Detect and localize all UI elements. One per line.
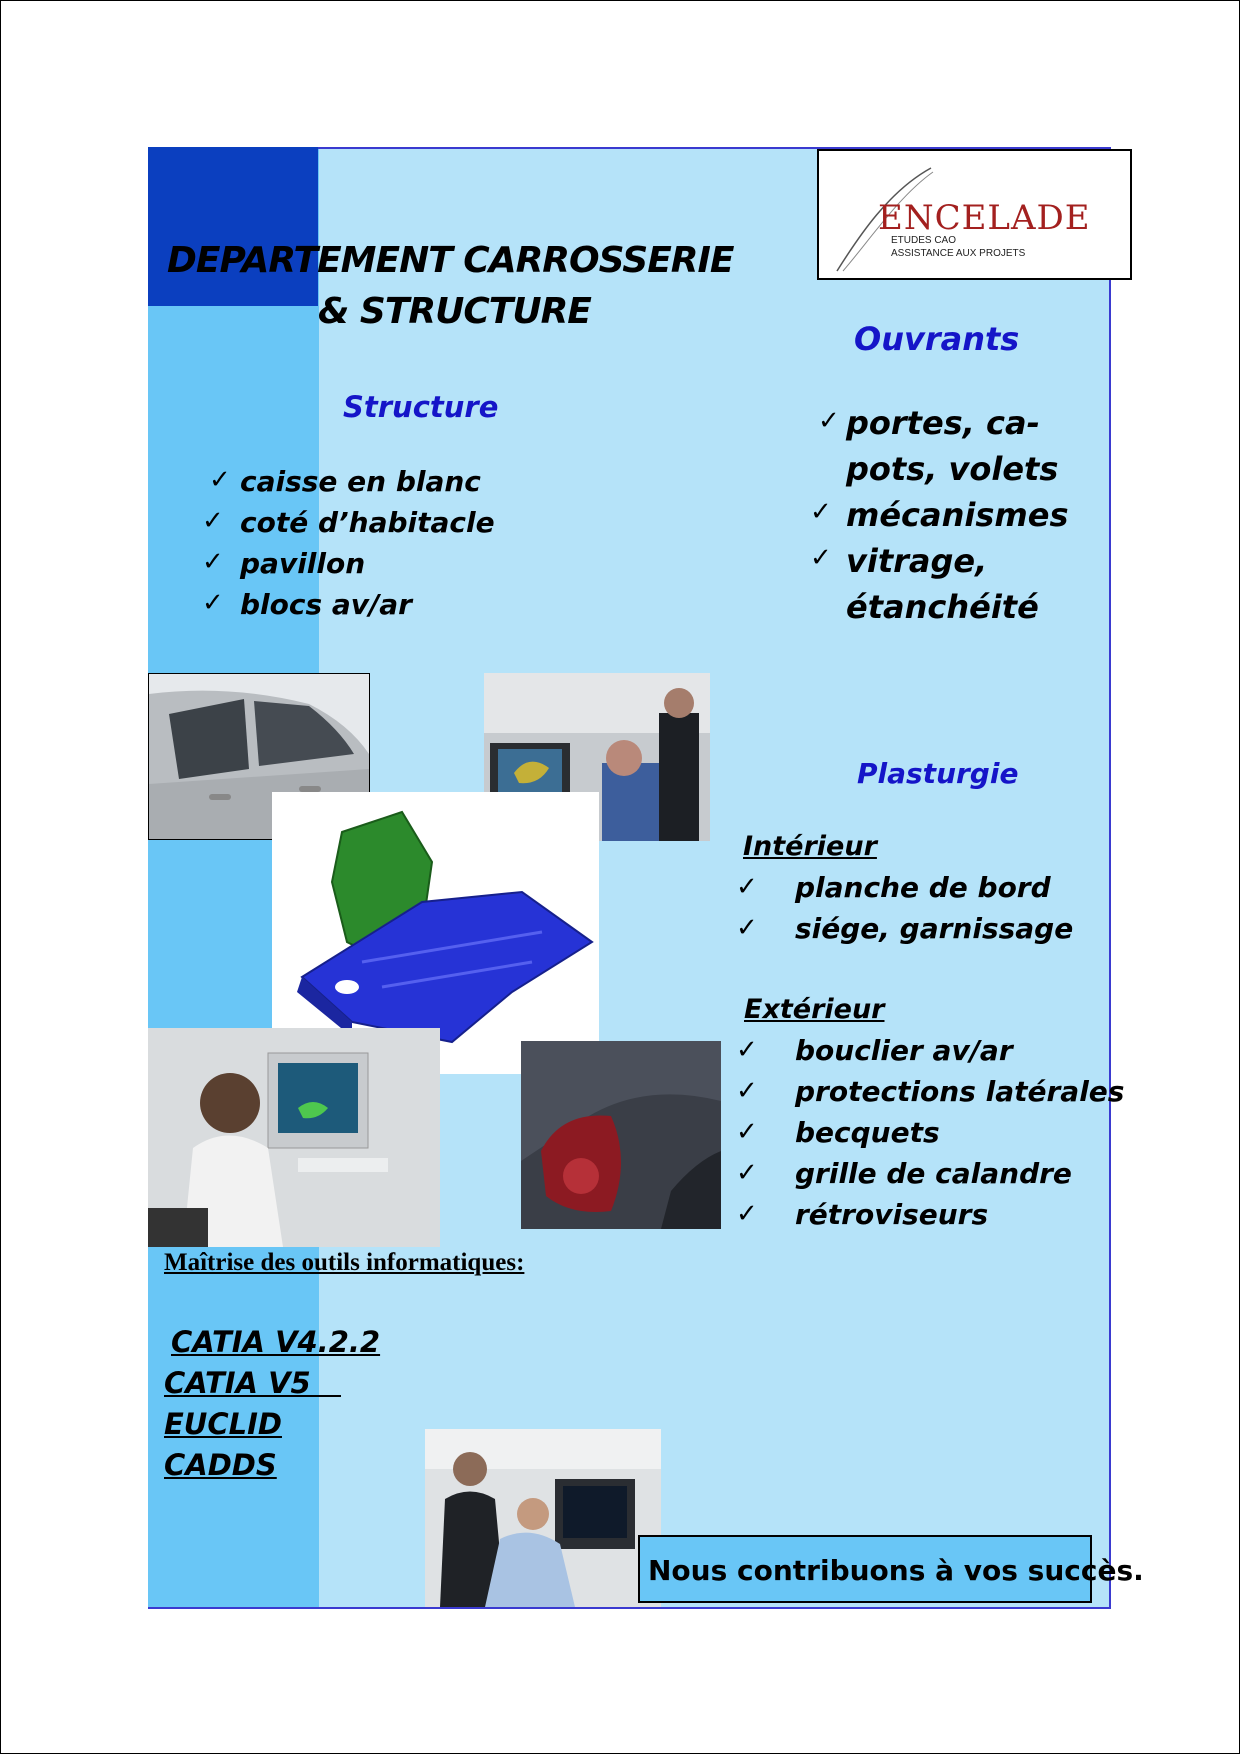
ouvrants-heading: Ouvrants	[854, 320, 1020, 358]
office-photo-2	[148, 1028, 440, 1247]
tool-item: CADDS	[164, 1448, 277, 1482]
office-photo-3	[425, 1429, 661, 1607]
structure-item: coté d’habitacle	[240, 506, 495, 539]
check-icon: ✓	[736, 913, 758, 943]
exterieur-item: protections latérales	[795, 1075, 1125, 1108]
interieur-heading: Intérieur	[743, 831, 877, 862]
exterieur-item: rétroviseurs	[795, 1198, 989, 1231]
engineers-meeting-image	[425, 1429, 661, 1607]
tail-light-image	[521, 1041, 721, 1229]
structure-item: pavillon	[240, 547, 366, 580]
exterieur-item: grille de calandre	[795, 1157, 1072, 1190]
logo-subtitle-1: ETUDES CAO	[891, 235, 957, 246]
check-icon: ✓	[202, 547, 224, 577]
interieur-item: siége, garnissage	[795, 912, 1074, 945]
check-icon: ✓	[209, 465, 231, 495]
exterieur-item: becquets	[795, 1116, 940, 1149]
check-icon: ✓	[736, 1117, 758, 1147]
check-icon: ✓	[202, 588, 224, 618]
tool-item: EUCLID	[164, 1407, 282, 1441]
check-icon: ✓	[736, 1076, 758, 1106]
tool-item: CATIA V5	[164, 1366, 341, 1400]
car-rear-light-photo	[521, 1041, 721, 1229]
plasturgie-heading: Plasturgie	[857, 757, 1019, 790]
check-icon: ✓	[736, 1199, 758, 1229]
check-icon: ✓	[736, 1035, 758, 1065]
structure-heading: Structure	[343, 390, 499, 424]
structure-item: caisse en blanc	[240, 465, 481, 498]
check-icon: ✓	[810, 497, 832, 527]
ouvrants-item: portes, ca-	[846, 404, 1040, 442]
check-icon: ✓	[810, 543, 832, 573]
tools-title: Maîtrise des outils informatiques:	[164, 1249, 525, 1276]
ouvrants-item: pots, volets	[846, 450, 1059, 488]
logo-name: ENCELADE	[878, 198, 1091, 238]
dark-corner-block	[148, 147, 318, 306]
check-icon: ✓	[736, 1158, 758, 1188]
tool-item: CATIA V4.2.2	[171, 1325, 381, 1359]
exterieur-heading: Extérieur	[744, 994, 885, 1025]
interieur-item: planche de bord	[795, 871, 1051, 904]
exterieur-item: bouclier av/ar	[795, 1034, 1013, 1067]
page-title-line1: DEPARTEMENT CARROSSERIE	[167, 240, 734, 281]
structure-item: blocs av/ar	[240, 588, 412, 621]
ouvrants-item: mécanismes	[846, 496, 1069, 534]
check-icon: ✓	[818, 406, 840, 436]
ouvrants-item: étanchéité	[846, 588, 1039, 626]
page-title-line2: & STRUCTURE	[318, 291, 591, 332]
engineer-workstation-image	[148, 1028, 440, 1247]
check-icon: ✓	[736, 872, 758, 902]
company-logo	[817, 149, 1132, 280]
ouvrants-item: vitrage,	[846, 542, 988, 580]
logo-subtitle-2: ASSISTANCE AUX PROJETS	[891, 248, 1026, 259]
check-icon: ✓	[202, 506, 224, 536]
slogan-box: Nous contribuons à vos succès.	[638, 1535, 1092, 1603]
